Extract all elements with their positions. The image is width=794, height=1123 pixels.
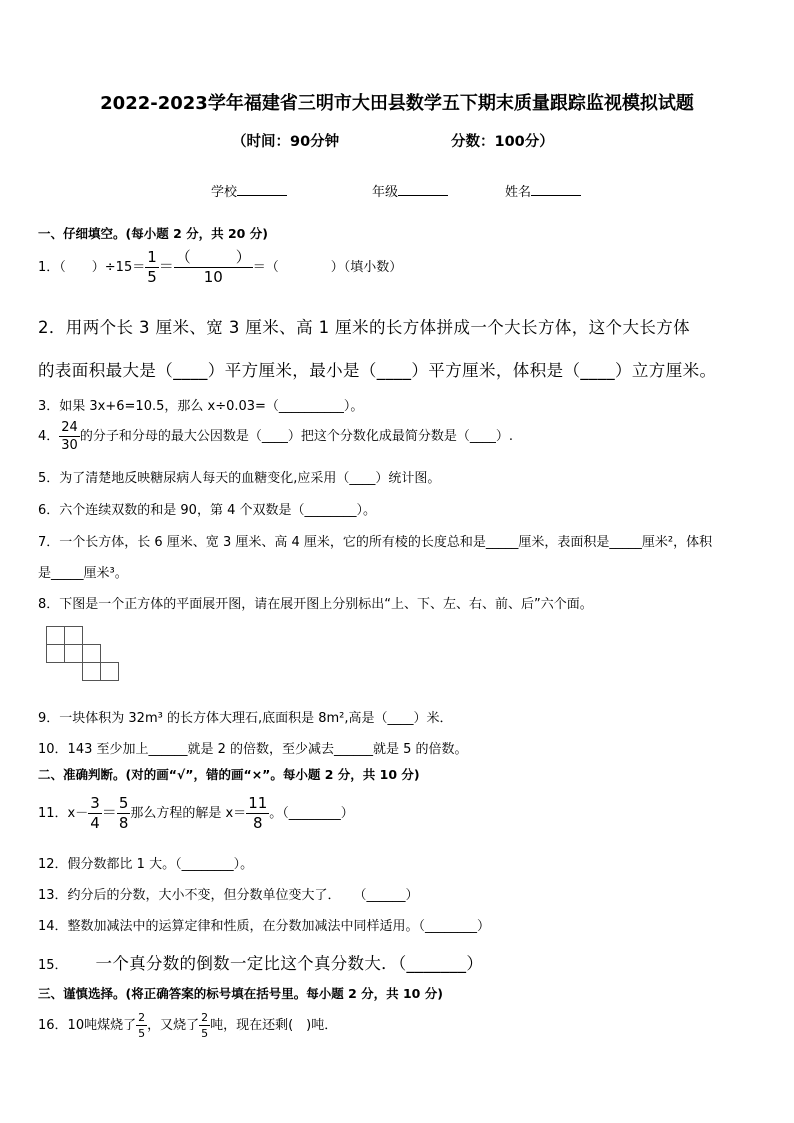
question-15-text: 一个真分数的倒数一定比这个真分数大．（_______）	[95, 954, 484, 973]
question-11	[38, 796, 354, 831]
cube-net-face	[82, 644, 101, 663]
question-16-text-c: 吨，现在还剩( )吨．	[210, 1018, 338, 1033]
fraction-2-5: $\frac{2}{5}$	[201, 1011, 209, 1040]
equals-sign: ＝	[101, 803, 117, 821]
question-1-text-b: ＝（ ）（填小数）	[252, 260, 403, 275]
question-9: 9．一块体积为 32m³ 的长方体大理石,底面积是 8m²,高是（____）米．	[38, 711, 453, 726]
question-15-number: 15．	[38, 958, 68, 973]
fraction-24-30: $\frac{24}{30}$	[61, 420, 78, 453]
question-15	[38, 950, 483, 974]
grade-label: 年级	[372, 185, 399, 200]
question-3: 3．如果 3x+6=10.5，那么 x÷0.03=（__________）。	[38, 399, 364, 414]
question-4-text: 的分子和分母的最大公因数是（____）把这个分数化成最简分数是（____）.	[79, 429, 513, 444]
question-7-line-1: 7．一个长方体，长 6 厘米、宽 3 厘米、高 4 厘米，它的所有棱的长度总和是_____厘米，表面积是_____厘米²，体积	[38, 535, 713, 550]
question-6: 6．六个连续双数的和是 90，第 4 个双数是（________）。	[38, 503, 376, 518]
school-field[interactable]	[211, 181, 287, 200]
question-4-number: 4．	[38, 429, 60, 444]
equals-sign: ＝	[158, 257, 174, 275]
fraction-11-8: $\frac{11}{8}$	[248, 794, 268, 832]
cube-net-face	[46, 644, 65, 663]
cube-net-face	[100, 662, 119, 681]
fraction-blank-10: $\frac{( )}{10}$	[175, 248, 251, 286]
question-1-number: 1．	[38, 260, 60, 275]
question-11-text: 那么方程的解是 x＝	[130, 806, 247, 821]
fraction-1-5: $\frac{1}{5}$	[147, 248, 157, 286]
question-16-text-b: ，又烧了	[147, 1018, 200, 1033]
question-4	[38, 421, 513, 452]
grade-blank[interactable]	[398, 183, 448, 196]
question-13: 13．约分后的分数，大小不变，但分数单位变大了． （______）	[38, 888, 419, 903]
cube-net-face	[46, 626, 65, 645]
question-2-line-2: 的表面积最大是（____）平方厘米，最小是（____）平方厘米，体积是（____）立方厘米。	[38, 361, 717, 380]
cube-net-face	[64, 626, 83, 645]
cube-net-figure	[42, 626, 126, 690]
section-heading-3: 三、谨慎选择。(将正确答案的标号填在括号里。每小题 2 分，共 10 分)	[38, 986, 443, 1001]
question-16-text-a: 16．10吨煤烧了	[38, 1018, 137, 1033]
name-blank[interactable]	[531, 183, 581, 196]
exam-title: 2022-2023学年福建省三明市大田县数学五下期末质量跟踪监视模拟试题	[100, 93, 694, 114]
exam-time: （时间：90分钟	[232, 134, 340, 150]
fraction-5-8: $\frac{5}{8}$	[118, 794, 129, 832]
name-field[interactable]	[505, 181, 581, 200]
name-label: 姓名	[505, 185, 532, 200]
question-11-number: 11．x－	[38, 806, 89, 821]
question-11-answer-blank: 。（________）	[269, 806, 354, 821]
question-2-line-1: 2．用两个长 3 厘米、宽 3 厘米、高 1 厘米的长方体拼成一个大长方体，这个大长方体	[38, 318, 691, 337]
exam-score: 分数：100分）	[451, 134, 554, 150]
section-heading-1: 一、仔细填空。(每小题 2 分，共 20 分)	[38, 226, 268, 241]
cube-net-face	[64, 644, 83, 663]
question-12: 12．假分数都比 1 大。（________）。	[38, 857, 254, 872]
fraction-2-5: $\frac{2}{5}$	[138, 1011, 146, 1040]
question-7-line-2: 是_____厘米³。	[38, 566, 128, 581]
question-1	[38, 250, 402, 285]
fraction-3-4: $\frac{3}{4}$	[90, 794, 100, 832]
question-14: 14．整数加减法中的运算定律和性质，在分数加减法中同样适用。（________）	[38, 919, 491, 934]
question-1-text-a: （ ）÷15＝	[59, 260, 146, 275]
school-label: 学校	[211, 185, 238, 200]
question-8: 8．下图是一个正方体的平面展开图，请在展开图上分别标出“上、下、左、右、前、后”六个面。	[38, 597, 593, 612]
section-heading-2: 二、准确判断。(对的画“√”，错的画“×”。每小题 2 分，共 10 分)	[38, 767, 420, 782]
question-5: 5．为了清楚地反映糖尿病人每天的血糖变化,应采用（____）统计图。	[38, 471, 441, 486]
question-16	[38, 1012, 337, 1039]
grade-field[interactable]	[372, 181, 448, 200]
school-blank[interactable]	[237, 183, 287, 196]
question-10: 10．143 至少加上______就是 2 的倍数，至少减去______就是 5 的倍数。	[38, 742, 468, 757]
cube-net-face	[82, 662, 101, 681]
